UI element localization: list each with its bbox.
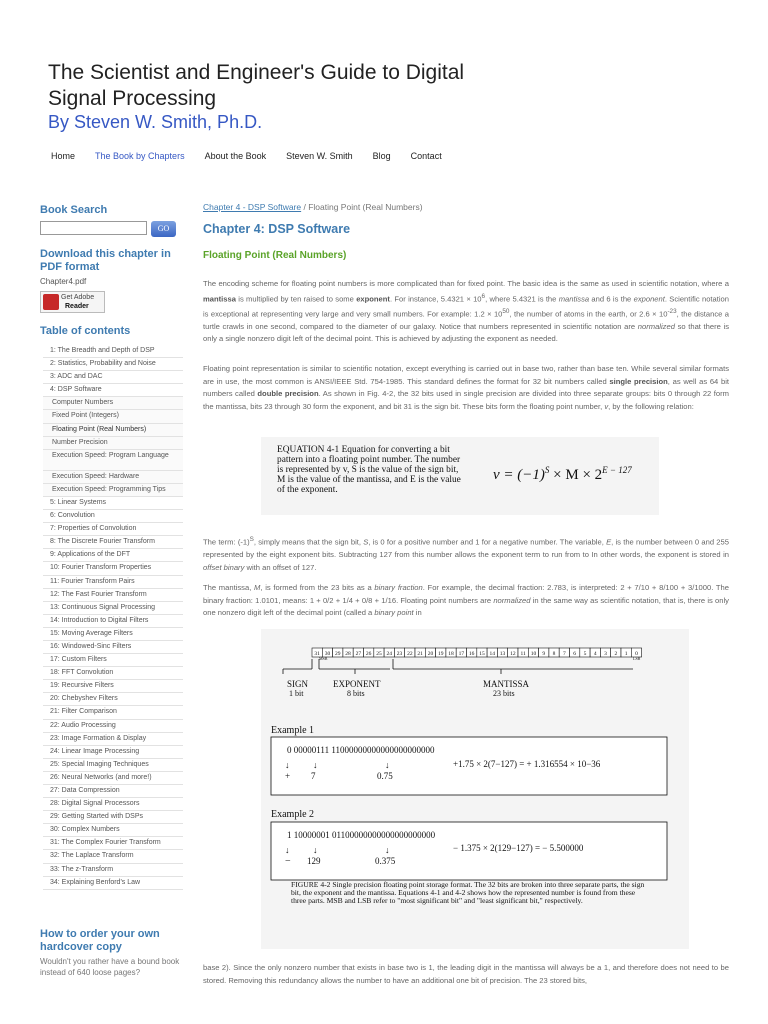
- toc-item[interactable]: Floating Point (Real Numbers): [43, 424, 183, 437]
- bit-number: 26: [365, 651, 372, 657]
- bit-number: 20: [427, 651, 434, 657]
- lsb-label: LSB: [633, 656, 641, 661]
- example-2-bits: 1 10000001 01100000000000000000000: [287, 830, 436, 840]
- toc-item[interactable]: 15: Moving Average Filters: [43, 628, 183, 641]
- bit-number: 0: [635, 651, 638, 657]
- bit-number: 1: [624, 651, 628, 657]
- bit-number: 2: [614, 651, 618, 657]
- toc-item[interactable]: 5: Linear Systems: [43, 497, 183, 510]
- svg-text:↓: ↓: [385, 845, 390, 855]
- msb-label: MSB: [319, 656, 328, 661]
- search-input[interactable]: [40, 221, 147, 235]
- table-of-contents: [43, 345, 183, 890]
- bit-number: 18: [448, 651, 454, 657]
- paragraph-2: Floating point representation is similar to scientific notation, except everything is carried out in base two, rather than base ten. While several similar formats are in use, the most common is ANSI/IEEE Std. 754-1985. This standard defines the format for 32 bit numbers called single precision, as well as 64 bit numbers called double precision. As shown in Fig. 4-2, the 32 bits used in single precision are divided into three separate groups: bits 0 through 22 form the mantissa, bits 23 through 30 form the exponent, and bit 31 is the sign bit. These bits form the floating point number, v, by the following relation:: [203, 364, 729, 411]
- download-heading: Download this chapter in PDF format: [40, 248, 171, 273]
- toc-item[interactable]: 9: Applications of the DFT: [43, 549, 183, 562]
- example-2-result: − 1.375 × 2(129−127) = − 5.500000: [453, 843, 584, 853]
- bit-number: 29: [335, 651, 341, 657]
- exponent-bits-label: 8 bits: [347, 689, 365, 698]
- svg-text:↓: ↓: [313, 845, 318, 855]
- svg-text:↓: ↓: [385, 760, 390, 770]
- example-1-title: Example 1: [271, 725, 315, 736]
- toc-item[interactable]: 20: Chebyshev Filters: [43, 693, 183, 706]
- order-text: Wouldn't you rather have a bound book instead of 640 loose pages?: [40, 957, 180, 977]
- breadcrumb-current: / Floating Point (Real Numbers): [301, 202, 423, 212]
- pdf-download-link[interactable]: Chapter4.pdf: [40, 277, 87, 286]
- toc-item[interactable]: 21: Filter Comparison: [43, 706, 183, 719]
- equation-formula: $v = (-1)^S \times M \times 2^{E - 127}$: [493, 465, 632, 483]
- toc-heading: Table of contents: [40, 325, 131, 337]
- example-1-bits: 0 00000111 11000000000000000000000: [287, 745, 435, 755]
- paragraph-1: The encoding scheme for floating point numbers is more complicated than for fixed point. The basic idea is the same as used in scientific notation, where a mantissa is multiplied by ten raised to some exponent. For instance, $5.4321 \times 10^6$, where 5.4321 is the mantissa and 6 is the exponent. Scientific notation is exceptional at representing very large and very small numbers. For example: $1.2 \times 10^{50}$, the number of atoms in the earth, or $2.6 \times 10^{-23}$, the distance a turtle crawls in one second, compared to the diameter of our galaxy. Notice that numbers represented in scientific notation are normalized so that there is only a single nonzero digit left of the decimal point. This is achieved by adjusting the exponent as needed.: [203, 279, 730, 344]
- site-author[interactable]: By Steven W. Smith, Ph.D.: [48, 112, 263, 132]
- toc-item[interactable]: 29: Getting Started with DSPs: [43, 811, 183, 824]
- bit-number: 3: [604, 651, 607, 657]
- toc-item[interactable]: 16: Windowed-Sinc Filters: [43, 641, 183, 654]
- bit-number: 21: [417, 651, 423, 657]
- toc-item[interactable]: Execution Speed: Program Language: [43, 450, 183, 471]
- example-1-exponent: 7: [311, 771, 316, 781]
- toc-item[interactable]: Number Precision: [43, 437, 183, 450]
- book-search-heading: Book Search: [40, 204, 108, 216]
- breadcrumb-chapter-link[interactable]: Chapter 4 - DSP Software: [203, 202, 302, 212]
- toc-item[interactable]: 2: Statistics, Probability and Noise: [43, 358, 183, 371]
- toc-item[interactable]: 31: The Complex Fourier Transform: [43, 837, 183, 850]
- reader-badge-top: Get Adobe: [61, 294, 95, 301]
- toc-item[interactable]: 4: DSP Software: [43, 384, 183, 397]
- site-title: The Scientist and Engineer's Guide to Digital Signal Processing: [48, 61, 465, 110]
- toc-item[interactable]: 7: Properties of Convolution: [43, 523, 183, 536]
- toc-item[interactable]: 13: Continuous Signal Processing: [43, 602, 183, 615]
- bit-number: 23: [396, 651, 403, 657]
- reader-badge-bottom: Reader: [65, 303, 89, 310]
- nav-book-by-chapters[interactable]: The Book by Chapters: [95, 151, 185, 161]
- toc-item[interactable]: 28: Digital Signal Processors: [43, 798, 183, 811]
- bit-number: 22: [407, 651, 413, 657]
- figure-caption: FIGURE 4-2 Single precision floating point storage format. The 32 bits are broken into three separate parts, the sign bit, the exponent and the mantissa. Equations 4-1 and 4-2 shows how the represented number is found from these three parts. MSB and LSB refer to "most significant bit" and "least significant bit," respectively.: [291, 880, 645, 905]
- example-2-mantissa: 0.375: [375, 856, 396, 866]
- bit-number: 7: [562, 651, 566, 657]
- bit-number: 4: [593, 651, 597, 657]
- toc-item[interactable]: 24: Linear Image Processing: [43, 746, 183, 759]
- bit-number: 9: [542, 651, 546, 657]
- bit-number: 14: [489, 651, 495, 657]
- bit-number: 28: [345, 651, 351, 657]
- bit-number: 16: [468, 651, 475, 657]
- bit-number: 15: [479, 651, 485, 657]
- exponent-label: EXPONENT: [333, 679, 381, 689]
- toc-item[interactable]: 3: ADC and DAC: [43, 371, 183, 384]
- bit-number: 19: [438, 651, 444, 657]
- top-nav: [51, 151, 462, 161]
- bit-number: 25: [376, 651, 382, 657]
- toc-item[interactable]: 25: Special Imaging Techniques: [43, 759, 183, 772]
- search-go-button[interactable]: GO: [151, 221, 176, 237]
- toc-item[interactable]: 12: The Fast Fourier Transform: [43, 589, 183, 602]
- paragraph-4: The mantissa, M, is formed from the 23 bits as a binary fraction. For example, the decimal fraction: 2.783, is interpreted: 2 + 7/10 + 8/100 + 3/1000. The binary fraction: 1.0101, means: 1 + 0/2 + 1/4 + 0/8 + 1/16. Floating point numbers are normalized in the same way as scientific notation, that is, there is only one nonzero digit left of the decimal point (called a binary point in: [203, 583, 729, 617]
- bit-number: 10: [530, 651, 537, 657]
- toc-item[interactable]: Execution Speed: Programming Tips: [43, 484, 183, 497]
- adobe-reader-badge[interactable]: [40, 291, 105, 313]
- toc-item[interactable]: Fixed Point (Integers): [43, 410, 183, 423]
- toc-item[interactable]: 22: Audio Processing: [43, 720, 183, 733]
- toc-item[interactable]: 34: Explaining Benford's Law: [43, 877, 183, 890]
- section-title: Floating Point (Real Numbers): [203, 250, 347, 261]
- toc-item[interactable]: 23: Image Formation & Display: [43, 733, 183, 746]
- toc-item[interactable]: 11: Fourier Transform Pairs: [43, 576, 183, 589]
- toc-item[interactable]: Execution Speed: Hardware: [43, 471, 183, 484]
- bit-number: 8: [552, 651, 556, 657]
- chapter-title: Chapter 4: DSP Software: [203, 222, 351, 236]
- equation-caption: EQUATION 4-1 Equation for converting a bit pattern into a floating point number. The number is represented by v, S is the value of the sign bit, M is the value of the mantissa, and E is the value of the exponent.: [277, 445, 461, 495]
- sign-bits-label: 1 bit: [289, 689, 304, 698]
- example-1-sign: +: [285, 771, 291, 781]
- order-heading[interactable]: How to order your own hardcover copy: [40, 928, 160, 953]
- bit-number: 27: [355, 651, 362, 657]
- toc-item[interactable]: 19: Recursive Filters: [43, 680, 183, 693]
- sign-label: SIGN: [287, 679, 309, 689]
- nav-contact[interactable]: Contact: [410, 151, 442, 161]
- bit-number: 5: [583, 651, 587, 657]
- toc-item[interactable]: 8: The Discrete Fourier Transform: [43, 536, 183, 549]
- mantissa-bits-label: 23 bits: [493, 689, 515, 698]
- bit-number: 24: [386, 651, 392, 657]
- bit-number: 11: [520, 651, 526, 657]
- figure-4-2: [261, 629, 689, 949]
- toc-item[interactable]: 26: Neural Networks (and more!): [43, 772, 183, 785]
- nav-about-book[interactable]: About the Book: [204, 151, 267, 161]
- toc-item[interactable]: 33: The z-Transform: [43, 864, 183, 877]
- bit-number: 6: [573, 651, 577, 657]
- example-2-sign: −: [285, 856, 291, 867]
- bit-number: 13: [499, 651, 506, 657]
- paragraph-3: The term: $(-1)^S$, simply means that the sign bit, S, is 0 for a positive number and 1 for a negative number. The variable, E, is the number between 0 and 255 represented by the eight exponent bits. Subtracting 127 from this number allows the exponent term to run from to In other words, the exponent is stored in offset binary with an offset of 127.: [203, 536, 729, 572]
- paragraph-5: base 2). Since the only nonzero number that exists in base two is 1, the leading digit in the mantissa will always be a 1, and therefore does not need to be stored. Removing this redundancy allows the number to have an additional one bit of precision. The 23 stored bits,: [203, 963, 729, 985]
- toc-item[interactable]: 17: Custom Filters: [43, 654, 183, 667]
- toc-item[interactable]: 14: Introduction to Digital Filters: [43, 615, 183, 628]
- bit-number: 17: [458, 651, 465, 657]
- toc-item[interactable]: 32: The Laplace Transform: [43, 850, 183, 863]
- nav-home[interactable]: Home: [51, 151, 76, 161]
- example-2-exponent: 129: [307, 856, 321, 866]
- breadcrumb: [203, 202, 423, 212]
- bit-number: 12: [510, 651, 516, 657]
- bit-number: 31: [314, 651, 320, 657]
- toc-item[interactable]: Computer Numbers: [43, 397, 183, 410]
- toc-item[interactable]: 30: Complex Numbers: [43, 824, 183, 837]
- example-1-mantissa: 0.75: [377, 771, 393, 781]
- toc-item[interactable]: 18: FFT Convolution: [43, 667, 183, 680]
- example-1-result: +1.75 × 2(7−127) = + 1.316554 × 10−36: [453, 759, 601, 769]
- adobe-logo-icon: [43, 294, 59, 310]
- nav-steven-smith[interactable]: Steven W. Smith: [286, 151, 353, 161]
- toc-item[interactable]: 10: Fourier Transform Properties: [43, 562, 183, 575]
- mantissa-label: MANTISSA: [483, 679, 530, 689]
- nav-blog[interactable]: Blog: [372, 151, 391, 161]
- svg-text:↓: ↓: [285, 845, 290, 855]
- svg-text:↓: ↓: [313, 760, 318, 770]
- toc-item[interactable]: 6: Convolution: [43, 510, 183, 523]
- toc-item[interactable]: 27: Data Compression: [43, 785, 183, 798]
- svg-text:↓: ↓: [285, 760, 290, 770]
- toc-item[interactable]: 1: The Breadth and Depth of DSP: [43, 345, 183, 358]
- equation-4-1-figure: [261, 437, 659, 515]
- bit-number: 30: [324, 651, 331, 657]
- example-2-title: Example 2: [271, 809, 315, 820]
